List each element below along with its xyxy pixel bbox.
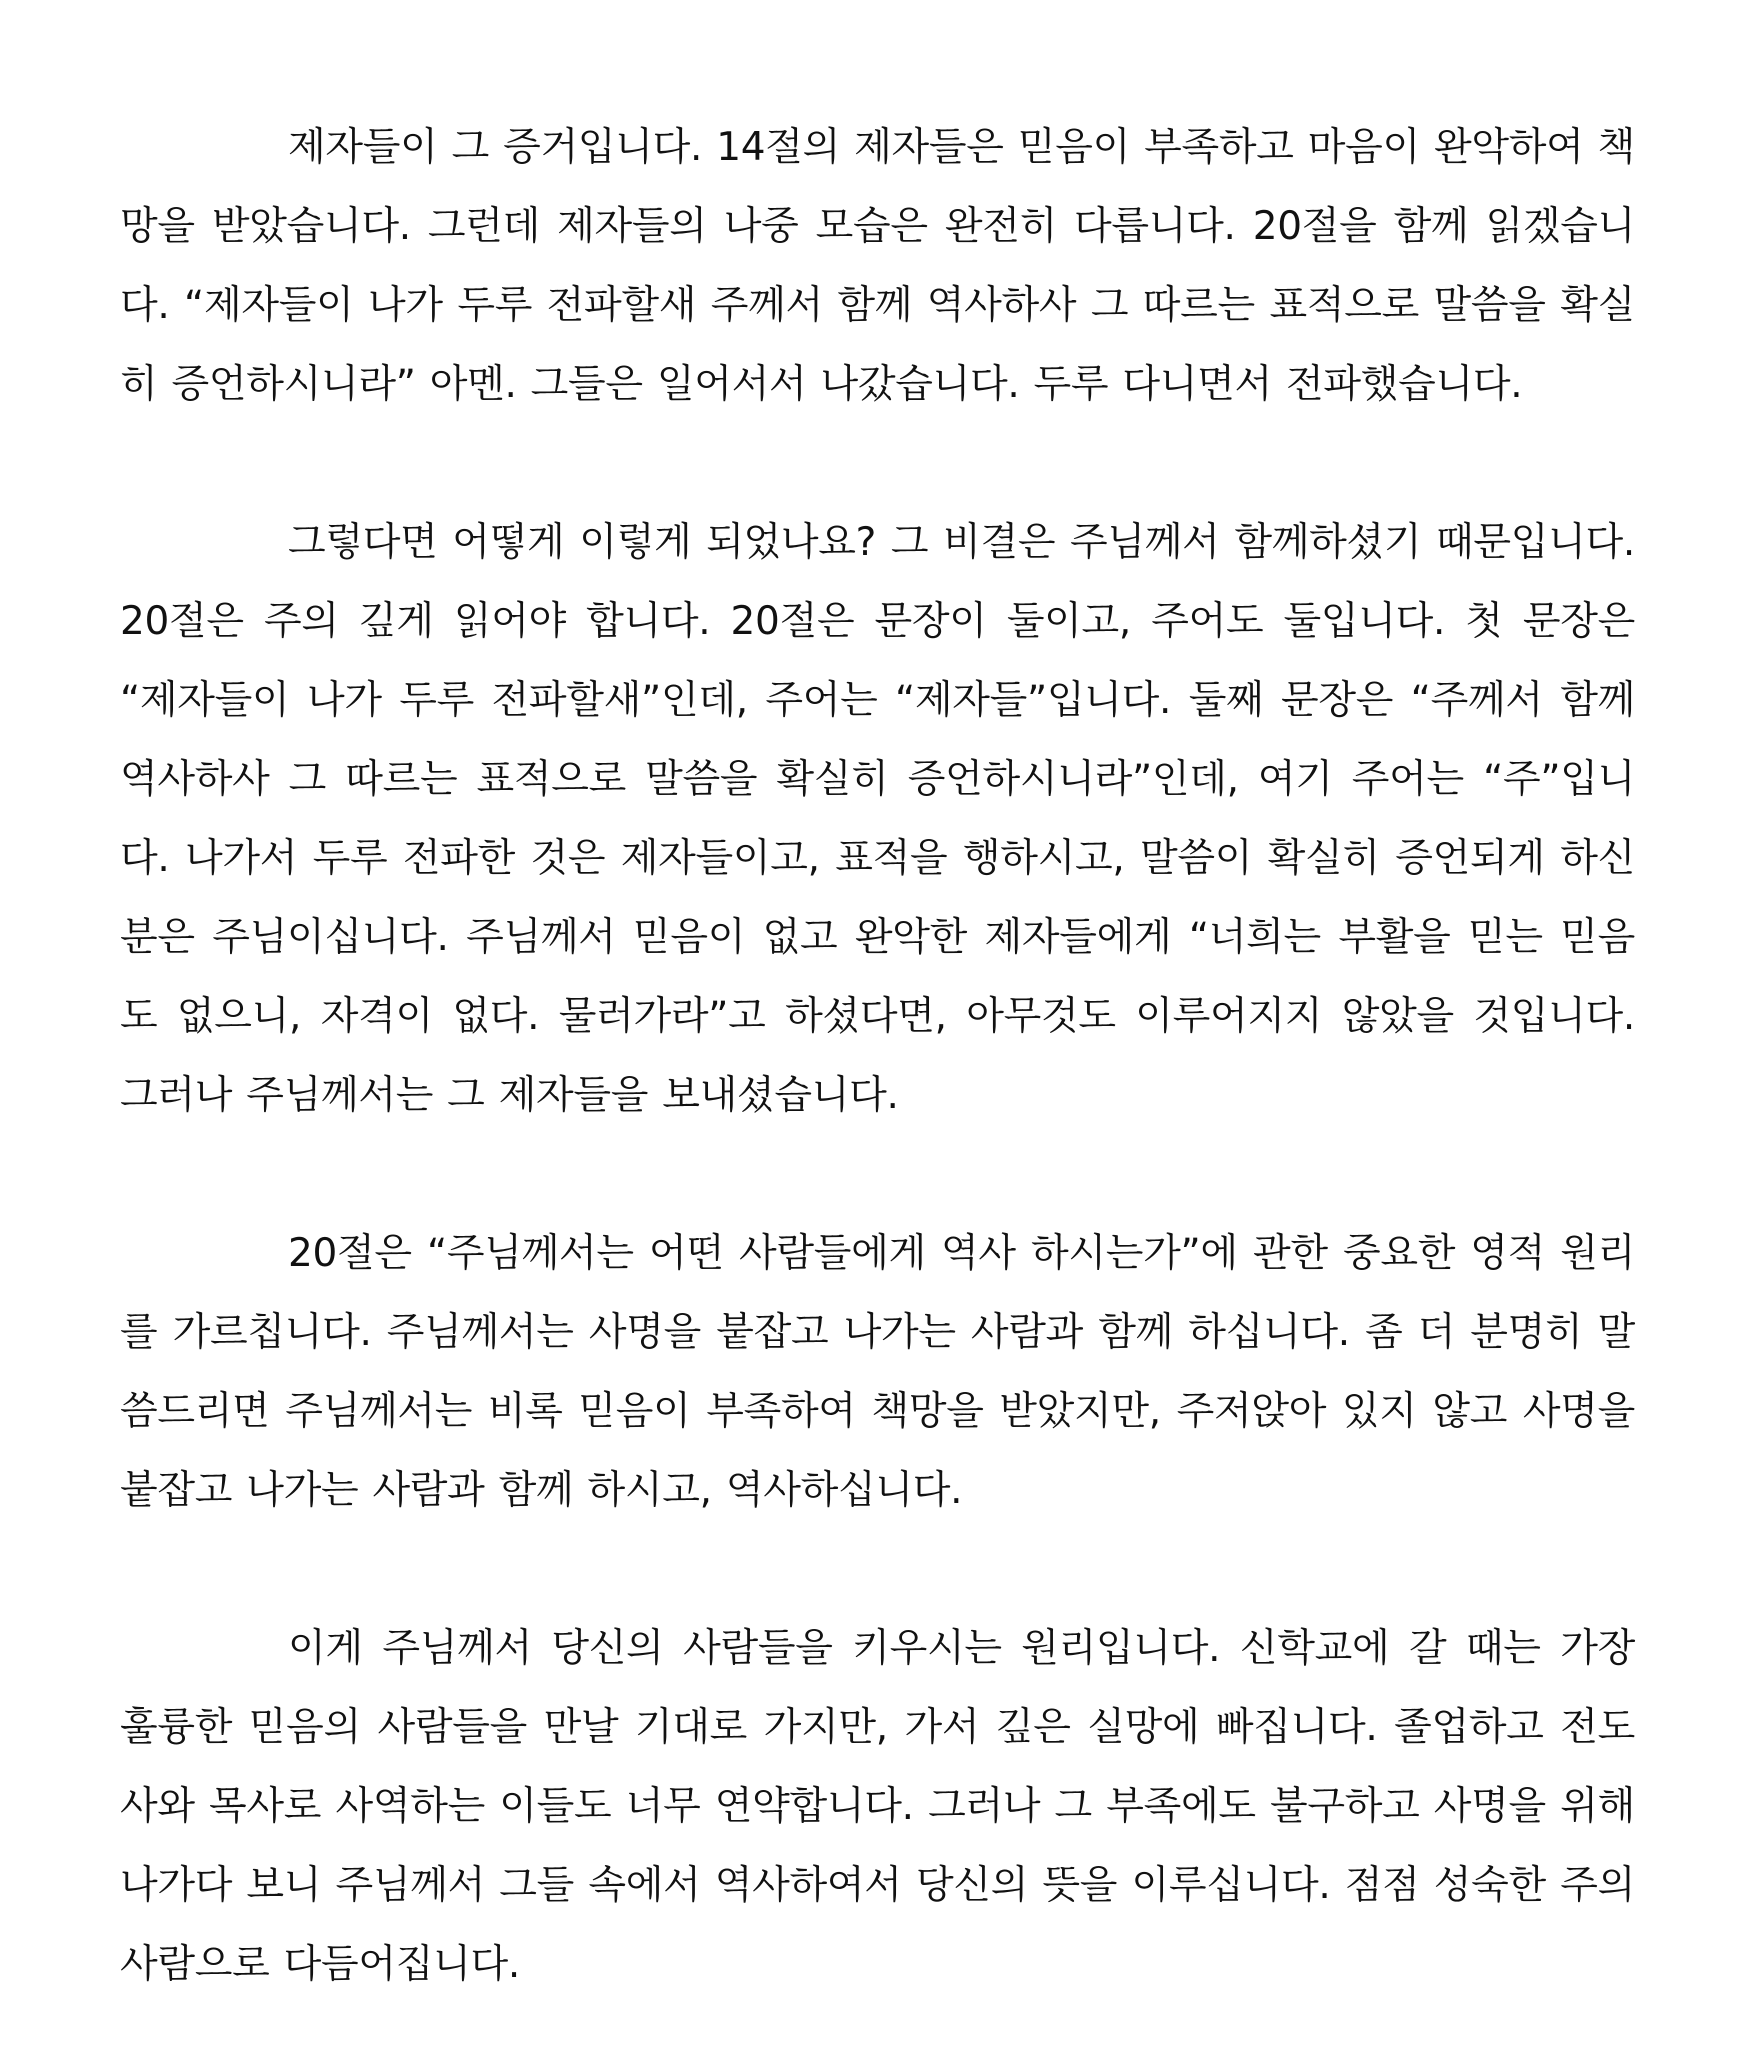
paragraph-4: 이게 주님께서 당신의 사람들을 키우시는 원리입니다. 신학교에 갈 때는 가장 훌륭한 믿음의 사람들을 만날 기대로 가지만, 가서 깊은 실망에 빠집니다. 졸업하고 전도사와 목사로 사역하는 이들도 너무 연약합니다. 그러나 그 부족에도 불구하고 사명을 위해 나가다 보니 주님께서 그들 속에서 역사하여서 당신의 뜻을 이루십니다. 점점 성숙한 주의 사람으로 다듬어집니다. <box>120 1626 1635 1987</box>
paragraph-2: 그렇다면 어떻게 이렇게 되었나요? 그 비결은 주님께서 함께하셨기 때문입니다. 20절은 주의 깊게 읽어야 합니다. 20절은 문장이 둘이고, 주어도 둘입니다. 첫 문장은 “제자들이 나가 두루 전파할새”인데, 주어는 “제자들”입니다. 둘째 문장은 “주께서 함께 역사하사 그 따르는 표적으로 말씀을 확실히 증언하시니라”인데, 여기 주어는 “주”입니다. 나가서 두루 전파한 것은 제자들이고, 표적을 행하시고, 말씀이 확실히 증언되게 하신 분은 주님이십니다. 주님께서 믿음이 없고 완악한 제자들에게 “너희는 부활을 믿는 믿음도 없으니, 자격이 없다. 물러가라”고 하셨다면, 아무것도 이루어지지 않았을 것입니다. 그러나 주님께서는 그 제자들을 보내셨습니다. <box>120 520 1636 1118</box>
paragraph-3: 20절은 “주님께서는 어떤 사람들에게 역사 하시는가”에 관한 중요한 영적 원리를 가르칩니다. 주님께서는 사명을 붙잡고 나가는 사람과 함께 하십니다. 좀 더 분명히 말씀드리면 주님께서는 비록 믿음이 부족하여 책망을 받았지만, 주저앉아 있지 않고 사명을 붙잡고 나가는 사람과 함께 하시고, 역사하십니다. <box>120 1231 1635 1513</box>
paragraph-1: 제자들이 그 증거입니다. 14절의 제자들은 믿음이 부족하고 마음이 완악하여 책망을 받았습니다. 그런데 제자들의 나중 모습은 완전히 다릅니다. 20절을 함께 읽겠습니다. “제자들이 나가 두루 전파할새 주께서 함께 역사하사 그 따르는 표적으로 말씀을 확실히 증언하시니라” 아멘. 그들은 일어서서 나갔습니다. 두루 다니면서 전파했습니다. <box>120 125 1635 407</box>
document-body <box>120 108 1635 2004</box>
